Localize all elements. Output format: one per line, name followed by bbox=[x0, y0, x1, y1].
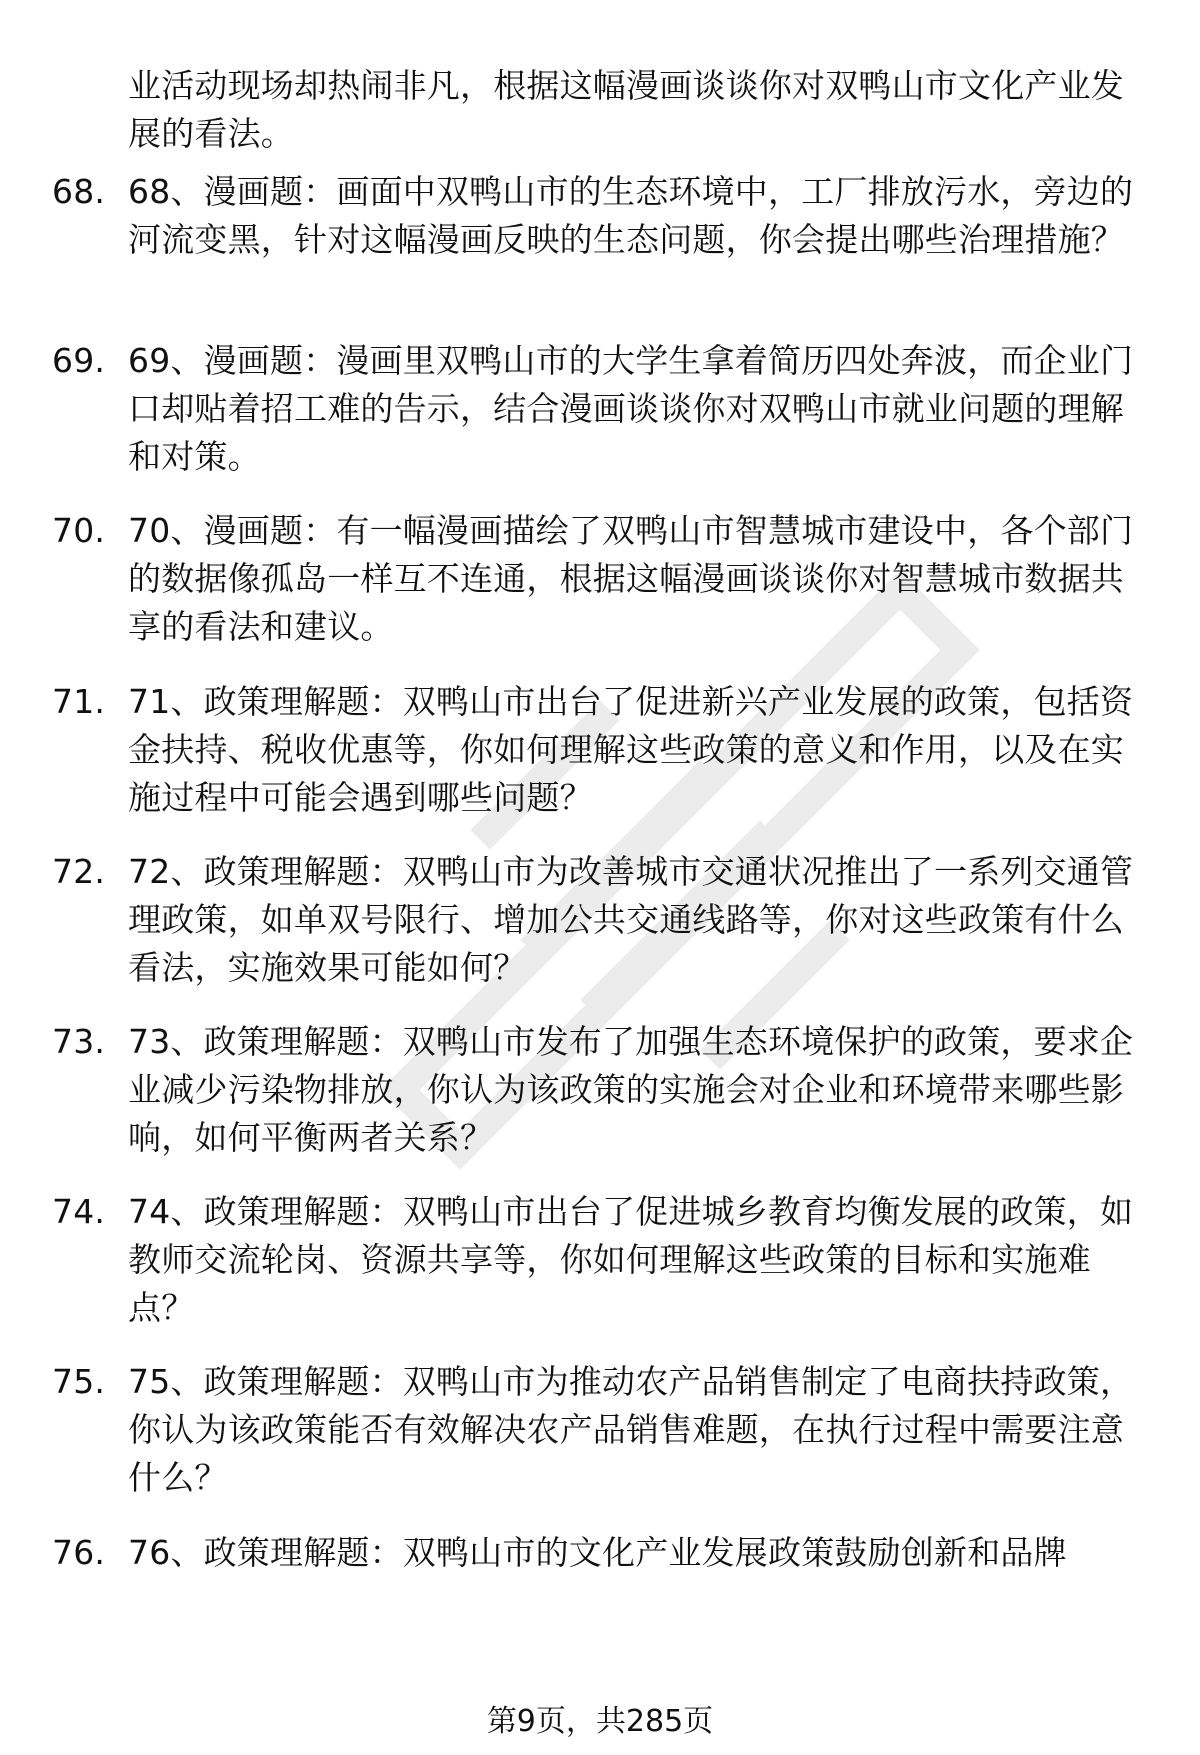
question-number: 68. bbox=[52, 172, 106, 211]
question-item bbox=[52, 678, 1152, 822]
intro-paragraph: 业活动现场却热闹非凡，根据这幅漫画谈谈你对双鸭山市文化产业发展的看法。 bbox=[128, 66, 1124, 153]
question-text: 76、政策理解题：双鸭山市的文化产业发展政策鼓励创新和品牌 bbox=[128, 1533, 1067, 1572]
question-item bbox=[52, 1358, 1152, 1502]
question-text: 75、政策理解题：双鸭山市为推动农产品销售制定了电商扶持政策，你认为该政策能否有效解决农产品销售难题，在执行过程中需要注意什么？ bbox=[128, 1362, 1134, 1497]
question-number: 69. bbox=[52, 341, 106, 380]
question-text: 70、漫画题：有一幅漫画描绘了双鸭山市智慧城市建设中，各个部门的数据像孤岛一样互不连通，根据这幅漫画谈谈你对智慧城市数据共享的看法和建议。 bbox=[128, 511, 1134, 646]
question-text: 68、漫画题：画面中双鸭山市的生态环境中，工厂排放污水，旁边的河流变黑，针对这幅漫画反映的生态问题，你会提出哪些治理措施？ bbox=[128, 172, 1134, 259]
question-item bbox=[52, 848, 1152, 992]
question-item bbox=[52, 1188, 1152, 1332]
question-number: 73. bbox=[52, 1022, 106, 1061]
question-text: 69、漫画题：漫画里双鸭山市的大学生拿着简历四处奔波，而企业门口却贴着招工难的告示，结合漫画谈谈你对双鸭山市就业问题的理解和对策。 bbox=[128, 341, 1134, 476]
question-number: 72. bbox=[52, 852, 106, 891]
question-text: 73、政策理解题：双鸭山市发布了加强生态环境保护的政策，要求企业减少污染物排放，你认为该政策的实施会对企业和环境带来哪些影响，如何平衡两者关系？ bbox=[128, 1022, 1134, 1157]
question-item bbox=[52, 337, 1152, 481]
question-text: 71、政策理解题：双鸭山市出台了促进新兴产业发展的政策，包括资金扶持、税收优惠等，你如何理解这些政策的意义和作用，以及在实施过程中可能会遇到哪些问题？ bbox=[128, 682, 1134, 817]
question-text: 74、政策理解题：双鸭山市出台了促进城乡教育均衡发展的政策，如教师交流轮岗、资源共享等，你如何理解这些政策的目标和实施难点？ bbox=[128, 1192, 1134, 1327]
question-number: 75. bbox=[52, 1362, 106, 1401]
question-text: 72、政策理解题：双鸭山市为改善城市交通状况推出了一系列交通管理政策，如单双号限行、增加公共交通线路等，你对这些政策有什么看法，实施效果可能如何？ bbox=[128, 852, 1134, 987]
question-item bbox=[52, 168, 1152, 264]
question-number: 71. bbox=[52, 682, 106, 721]
question-number: 70. bbox=[52, 511, 106, 550]
question-item bbox=[52, 1018, 1152, 1162]
question-number: 74. bbox=[52, 1192, 106, 1231]
question-item bbox=[52, 1529, 1152, 1577]
page-footer: 第9页，共285页 bbox=[486, 1704, 714, 1739]
question-item bbox=[52, 507, 1152, 651]
question-number: 76. bbox=[52, 1533, 106, 1572]
